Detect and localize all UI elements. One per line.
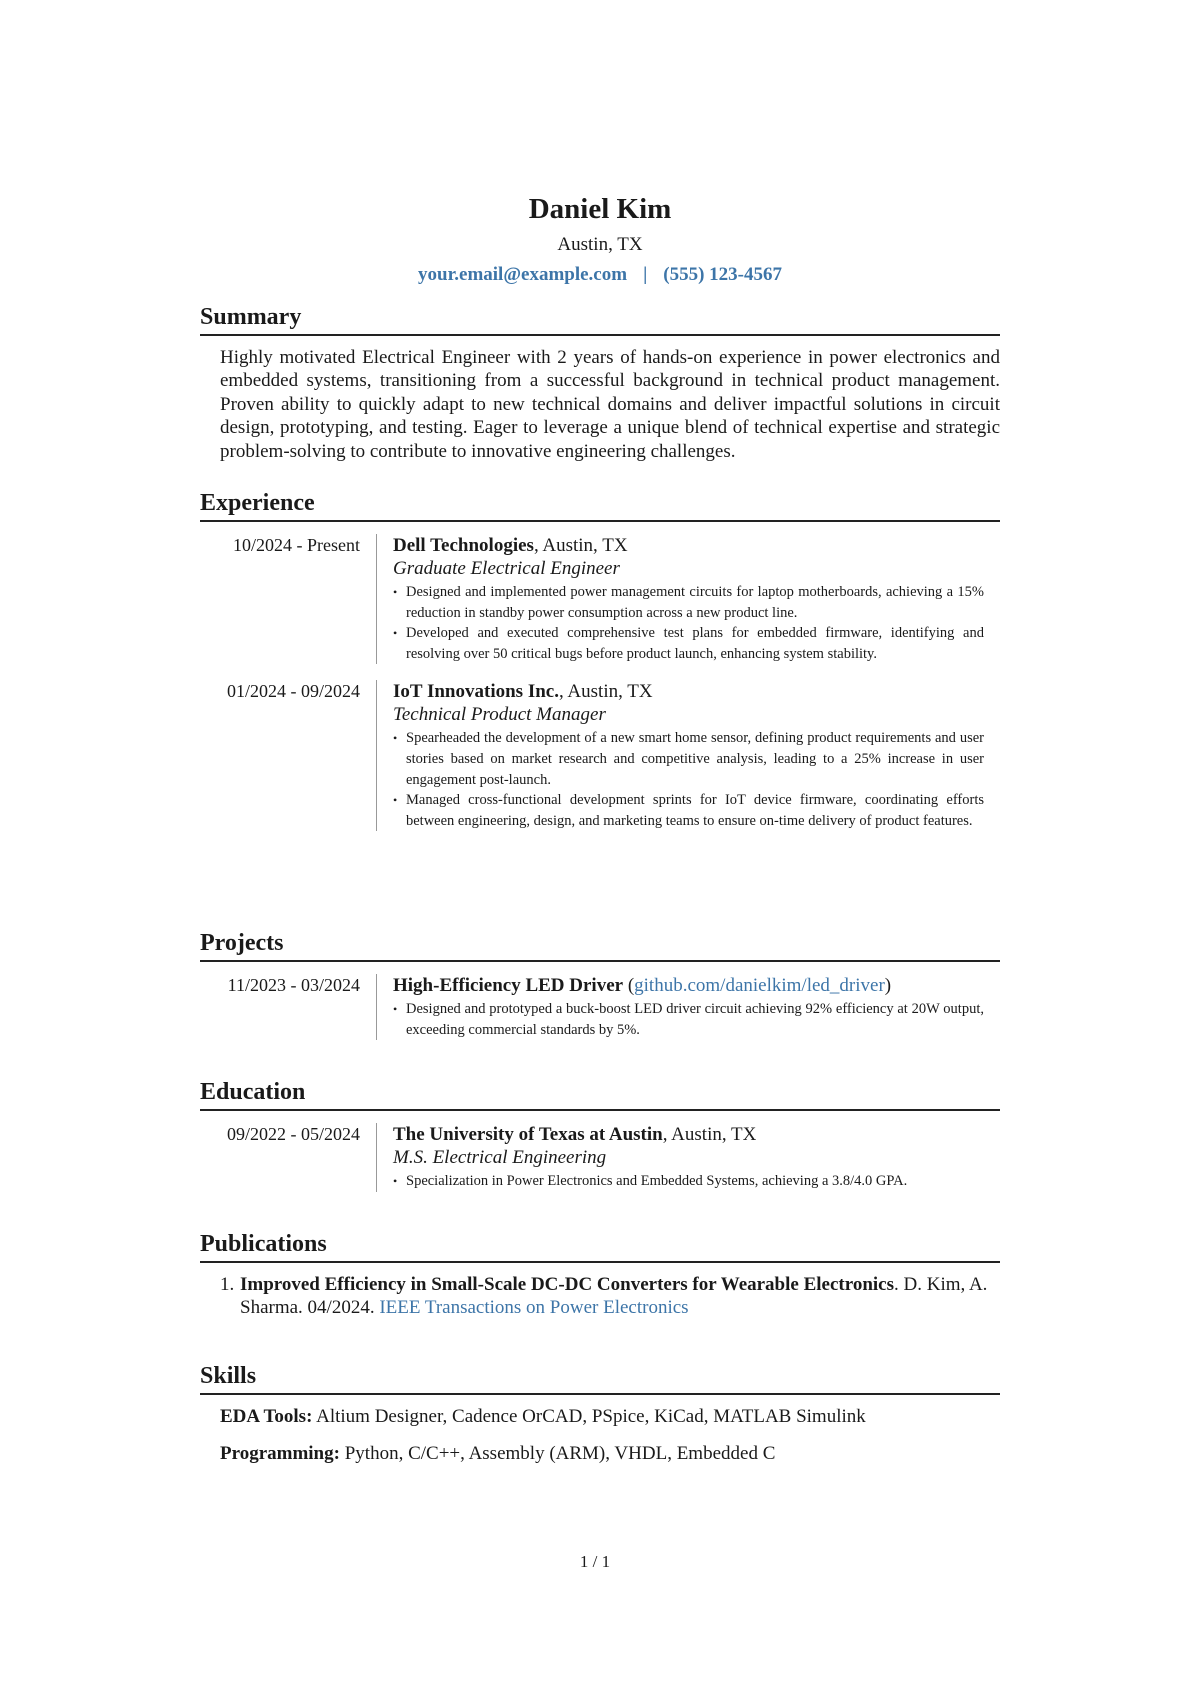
candidate-location: Austin, TX (557, 234, 643, 255)
job-title: Technical Product Manager (393, 704, 606, 726)
entry-body (376, 534, 984, 664)
bullet-item: • Specialization in Power Electronics and Embedded Systems, achieving a 3.8/4.0 GPA. (393, 1171, 984, 1192)
entry-date: 11/2023 - 03/2024 (227, 975, 360, 995)
skill-value: Altium Designer, Cadence OrCAD, PSpice, KiCad, MATLAB Simulink (312, 1406, 866, 1427)
project-heading (393, 974, 984, 997)
skill-value: Python, C/C++, Assembly (ARM), VHDL, Embedded C (339, 1443, 776, 1464)
bullet-list (393, 728, 984, 831)
publication-number: 1. (220, 1274, 235, 1295)
publication-title: Improved Efficiency in Small-Scale DC-DC Converters for Wearable Electronics (240, 1274, 894, 1295)
entry-body (376, 680, 984, 831)
skills-section (200, 1361, 1000, 1465)
contact-line (200, 262, 1000, 288)
paren-close: ) (884, 975, 892, 996)
entry-body (376, 974, 984, 1040)
summary-text: Highly motivated Electrical Engineer with 2 years of hands-on experience in power electronics and embedded systems, transitioning from a successful background in technical product management. Proven ability to quickly adapt to new technical domains and deliver impactful solutions in circuit design, prototyping, and testing. Eager to leverage a unique blend of technical expertise and strategic problem-solving to contribute to innovative engineering challenges. (220, 347, 1000, 462)
publication-item (220, 1273, 1000, 1320)
company-location: , Austin, TX (558, 681, 653, 703)
entry-date: 09/2022 - 05/2024 (227, 1124, 360, 1144)
skill-row (220, 1442, 1000, 1465)
section-title-projects: Projects (200, 928, 1000, 962)
experience-section (200, 488, 1000, 831)
education-section (200, 1077, 1000, 1192)
entry-date: 10/2024 - Present (233, 535, 360, 555)
project-repo-link[interactable]: github.com/danielkim/led_driver (634, 975, 885, 996)
school-name: The University of Texas at Austin (393, 1124, 663, 1145)
job-title: Graduate Electrical Engineer (393, 558, 620, 579)
skill-label: Programming: (220, 1443, 340, 1464)
education-entry (200, 1123, 1000, 1192)
bullet-item: • Spearheaded the development of a new smart home sensor, defining product requirements and user stories based on market research and competitive analysis, leading to a 25% increase in user engagement post-launch. (393, 728, 984, 790)
degree: M.S. Electrical Engineering (393, 1147, 607, 1168)
summary-section (200, 302, 1000, 463)
section-title-publications: Publications (200, 1229, 1000, 1263)
projects-section (200, 928, 1000, 1040)
project-name: High-Efficiency LED Driver (393, 975, 624, 996)
section-title-skills: Skills (200, 1361, 1000, 1395)
section-title-education: Education (200, 1077, 1000, 1111)
bullet-item: • Designed and implemented power management circuits for laptop motherboards, achieving a 15% reduction in standby power consumption across a new product line. (393, 582, 984, 623)
entry-heading (393, 1123, 984, 1146)
bullet-item: • Designed and prototyped a buck-boost LED driver circuit achieving 92% efficiency at 20W output, exceeding commercial standards by 5%. (393, 999, 984, 1040)
company-location: , Austin, TX (533, 535, 628, 556)
entry-body (376, 1123, 984, 1192)
publication-details: . D. Kim, A. Sharma. 04/2024. (240, 1274, 988, 1319)
entry-heading (393, 534, 984, 557)
publication-text (240, 1273, 1000, 1320)
company-name: Dell Technologies (393, 535, 534, 556)
bullet-list (393, 1171, 984, 1192)
entry-date: 01/2024 - 09/2024 (227, 681, 360, 702)
experience-entry (200, 680, 1000, 831)
project-entry (200, 974, 1000, 1040)
bullet-list (393, 582, 984, 664)
resume-page (200, 0, 1000, 1464)
skill-label: EDA Tools: (220, 1406, 313, 1427)
contact-separator: | (643, 264, 648, 285)
bullet-item: • Developed and executed comprehensive test plans for embedded firmware, identifying and resolving over 50 critical bugs before product launch, enhancing system stability. (393, 623, 984, 664)
paren-open: ( (623, 975, 635, 996)
experience-entry (200, 534, 1000, 664)
publication-venue-link[interactable]: IEEE Transactions on Power Electronics (379, 1297, 689, 1319)
skill-row (220, 1405, 1000, 1428)
entry-heading (393, 680, 984, 703)
bullet-list (393, 999, 984, 1040)
publications-section (200, 1229, 1000, 1320)
bullet-item: • Managed cross-functional development sprints for IoT device firmware, coordinating efforts between engineering, design, and marketing teams to ensure on-time delivery of product features. (393, 790, 984, 831)
section-title-summary: Summary (200, 302, 1000, 336)
resume-header (200, 0, 1000, 288)
school-location: , Austin, TX (662, 1124, 757, 1145)
page-number: 1 / 1 (579, 1552, 611, 1571)
company-name: IoT Innovations Inc. (393, 681, 559, 703)
phone-link[interactable]: (555) 123-4567 (663, 264, 782, 285)
candidate-name: Daniel Kim (528, 193, 672, 225)
section-title-experience: Experience (200, 488, 1000, 522)
email-link[interactable]: your.email@example.com (418, 264, 628, 285)
